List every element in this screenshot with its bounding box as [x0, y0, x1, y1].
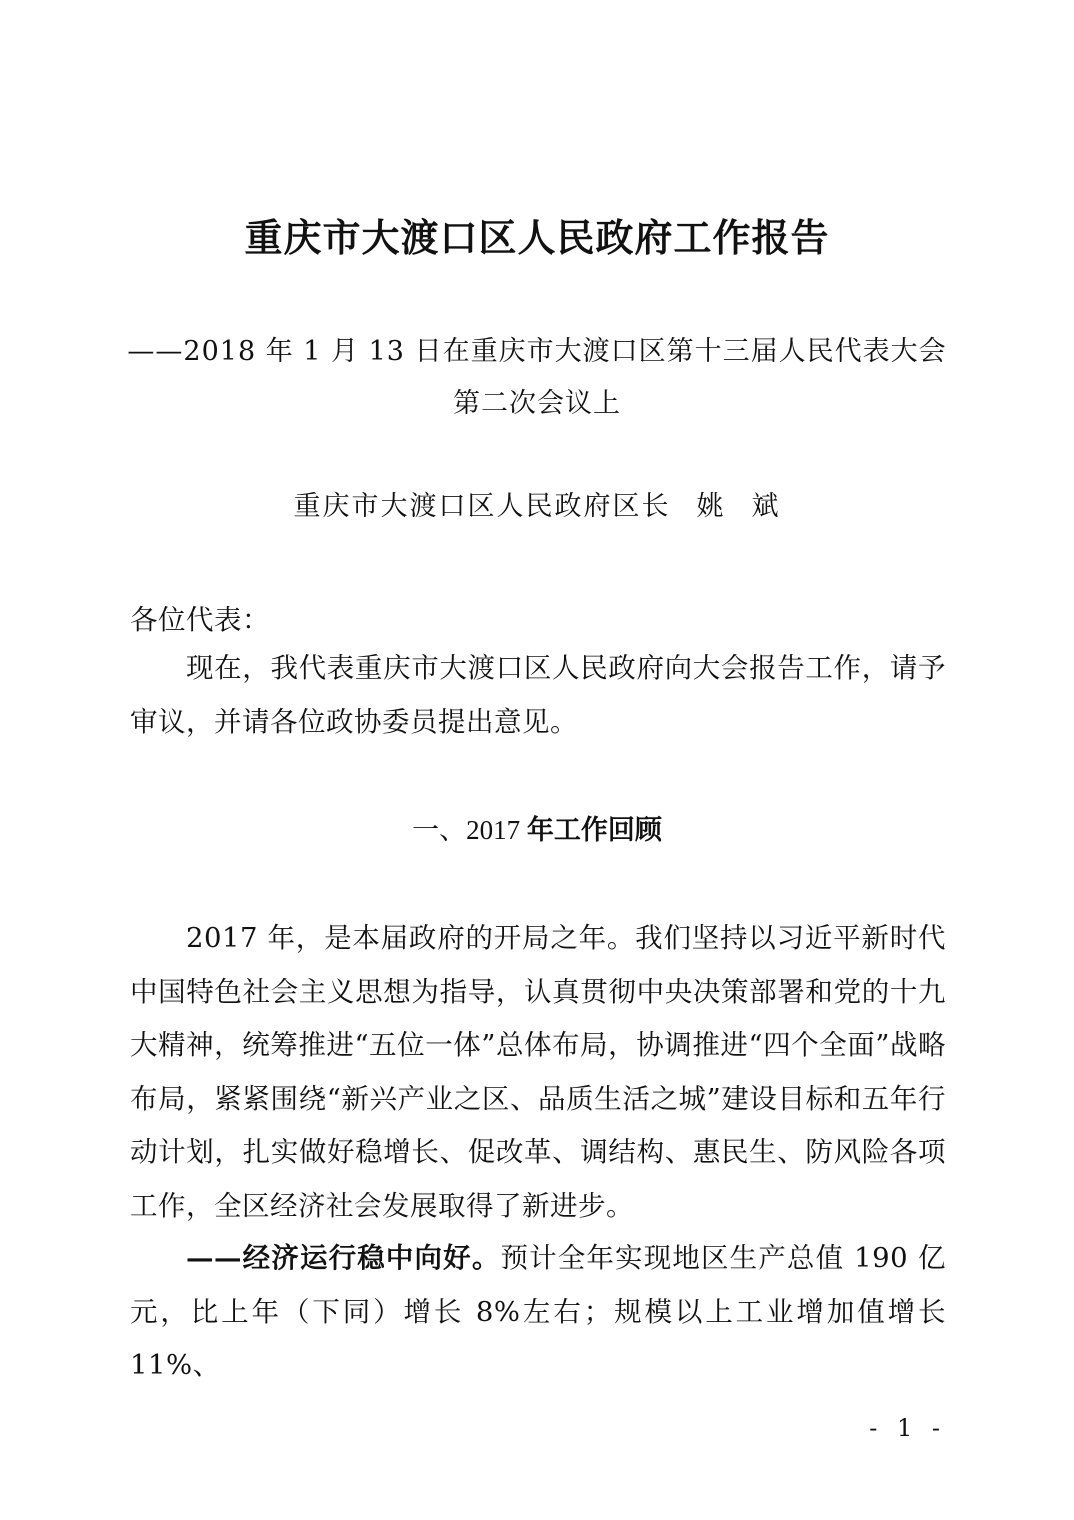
author-name-part-1: 姚: [696, 491, 726, 522]
page-number: - 1 -: [869, 1414, 946, 1442]
section-heading: [0, 808, 1074, 853]
salutation: 各位代表：: [130, 604, 270, 636]
section-number: 一、2017: [412, 815, 527, 845]
document-subtitle: [120, 326, 954, 430]
subtitle-line-2: 第二次会议上: [453, 388, 621, 419]
paragraph-review: 2017 年，是本届政府的开局之年。我们坚持以习近平新时代中国特色社会主义思想为指导，认真贯彻中央决策部署和党的十九大精神，统筹推进“五位一体”总体布局，协调推进“四个全面”战略布局，紧紧围绕“新兴产业之区、品质生活之城”建设目标和五年行动计划，扎实做好稳增长、促改革、调结构、惠民生、防风险各项工作，全区经济社会发展取得了新进步。: [130, 922, 946, 1222]
author-name-part-2: 斌: [751, 491, 781, 522]
paragraph-economy: [130, 1232, 946, 1393]
author-position: 重庆市大渡口区人民政府区长: [293, 491, 671, 522]
section-heading-text: 年工作回顾: [526, 815, 662, 846]
paragraph-economy-text: 预计全年实现地区生产总值 190 亿元，比上年（下同）增长 8%左右；规模以上工业增加值增长 11%、: [130, 1242, 946, 1381]
subtitle-line-1: ——2018 年 1 月 13 日在重庆市大渡口区第十三届人民代表大会: [127, 336, 947, 367]
paragraph-intro: 现在，我代表重庆市大渡口区人民政府向大会报告工作，请予审议，并请各位政协委员提出意见。: [130, 652, 946, 738]
author-line: [0, 487, 1074, 527]
paragraph-economy-lead: ——经济运行稳中向好。: [186, 1242, 501, 1274]
document-title: 重庆市大渡口区人民政府工作报告: [244, 215, 830, 260]
